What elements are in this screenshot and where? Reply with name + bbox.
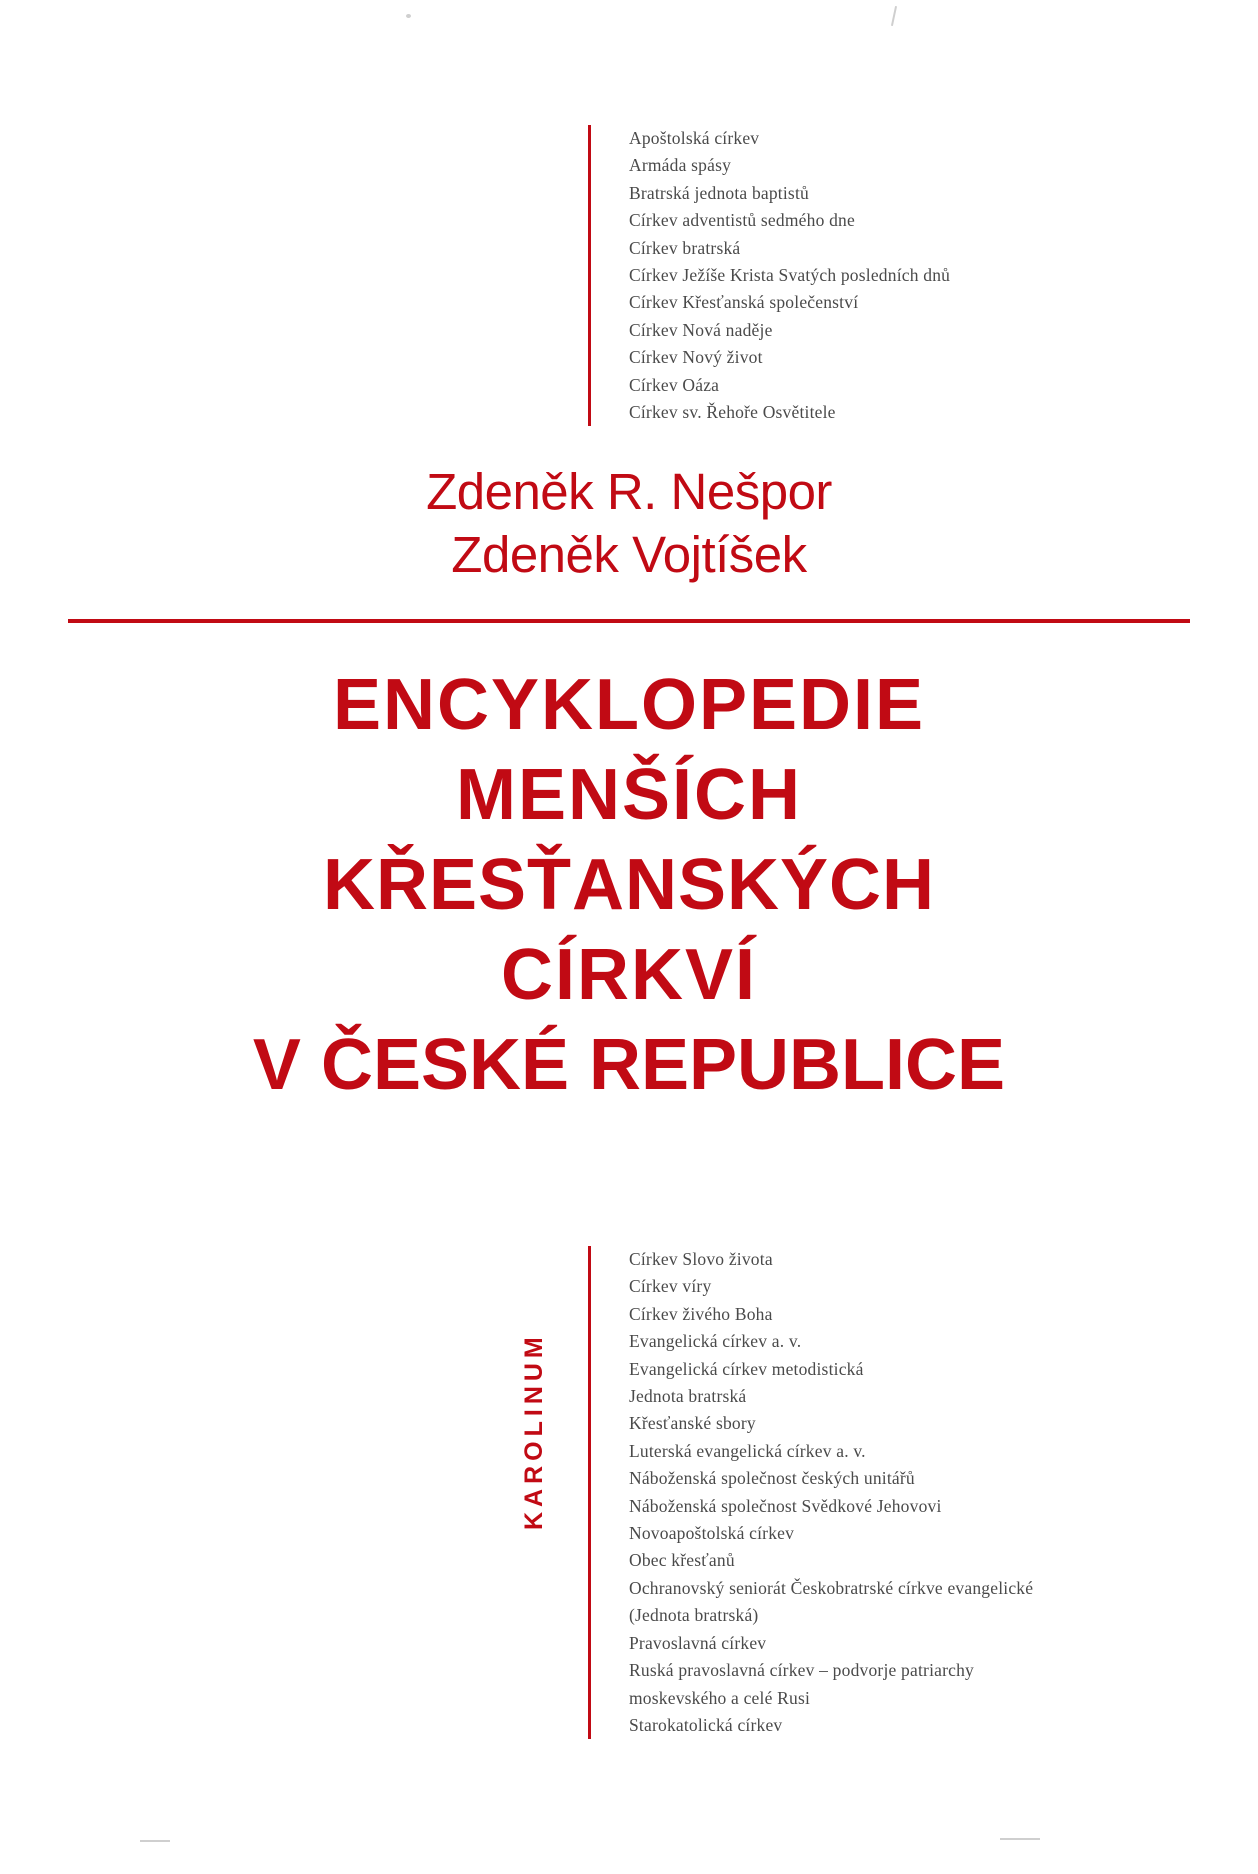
publisher-name: KAROLINUM xyxy=(520,1332,548,1530)
author-name: Zdeněk Vojtíšek xyxy=(451,526,807,583)
list-item: Církev Ježíše Krista Svatých posledních dnů xyxy=(629,265,951,286)
list-item: Ochranovský seniorát Českobratrské církve evangelické xyxy=(629,1577,1034,1598)
list-item: Pravoslavná církev xyxy=(629,1632,767,1653)
list-item: Luterská evangelická církev a. v. xyxy=(629,1440,866,1461)
list-item: Církev živého Boha xyxy=(629,1303,773,1324)
list-item: Novoapoštolská církev xyxy=(629,1523,795,1544)
page-speck xyxy=(140,1840,170,1842)
author-block xyxy=(0,460,1258,586)
book-title xyxy=(0,660,1258,1110)
list-item: Církev Křesťanská společenství xyxy=(629,292,859,313)
list-item: Církev sv. Řehoře Osvětitele xyxy=(629,402,836,423)
list-item: Náboženská společnost českých unitářů xyxy=(629,1468,915,1489)
list-item: Jednota bratrská xyxy=(629,1386,747,1407)
title-line: V ČESKÉ REPUBLICE xyxy=(252,1025,1006,1105)
author-name: Zdeněk R. Nešpor xyxy=(426,463,832,520)
church-list-bottom xyxy=(588,1246,1033,1739)
list-item: moskevského a celé Rusi xyxy=(629,1687,811,1708)
list-item: Bratrská jednota baptistů xyxy=(629,182,809,203)
list-item: Ruská pravoslavná církev – podvorje patriarchy xyxy=(629,1660,974,1681)
list-item: Armáda spásy xyxy=(629,155,732,176)
page-speck xyxy=(891,6,897,26)
list-item: Obec křesťanů xyxy=(629,1550,735,1571)
list-item: Církev bratrská xyxy=(629,237,741,258)
list-item: Křesťanské sbory xyxy=(629,1413,756,1434)
list-item: Církev Oáza xyxy=(629,374,720,395)
list-item: Církev Nová naděje xyxy=(629,319,773,340)
page-speck xyxy=(406,14,411,18)
title-line: KŘESŤANSKÝCH xyxy=(322,845,936,925)
list-item: Starokatolická církev xyxy=(629,1714,783,1735)
list-item: Evangelická církev metodistická xyxy=(629,1358,864,1379)
page-speck xyxy=(1000,1838,1040,1840)
divider-rule xyxy=(68,619,1190,623)
list-item: (Jednota bratrská) xyxy=(629,1605,759,1626)
church-list-top xyxy=(588,125,950,426)
list-item: Církev adventistů sedmého dne xyxy=(629,210,855,231)
list-item: Evangelická církev a. v. xyxy=(629,1331,802,1352)
list-item: Církev Nový život xyxy=(629,347,763,368)
list-item: Církev víry xyxy=(629,1276,712,1297)
title-line: ENCYKLOPEDIE xyxy=(332,665,926,745)
title-line: MENŠÍCH xyxy=(455,755,802,835)
title-line: CÍRKVÍ xyxy=(500,935,758,1015)
list-item: Apoštolská církev xyxy=(629,128,760,148)
list-item: Církev Slovo života xyxy=(629,1249,773,1269)
list-item: Náboženská společnost Svědkové Jehovovi xyxy=(629,1495,942,1516)
